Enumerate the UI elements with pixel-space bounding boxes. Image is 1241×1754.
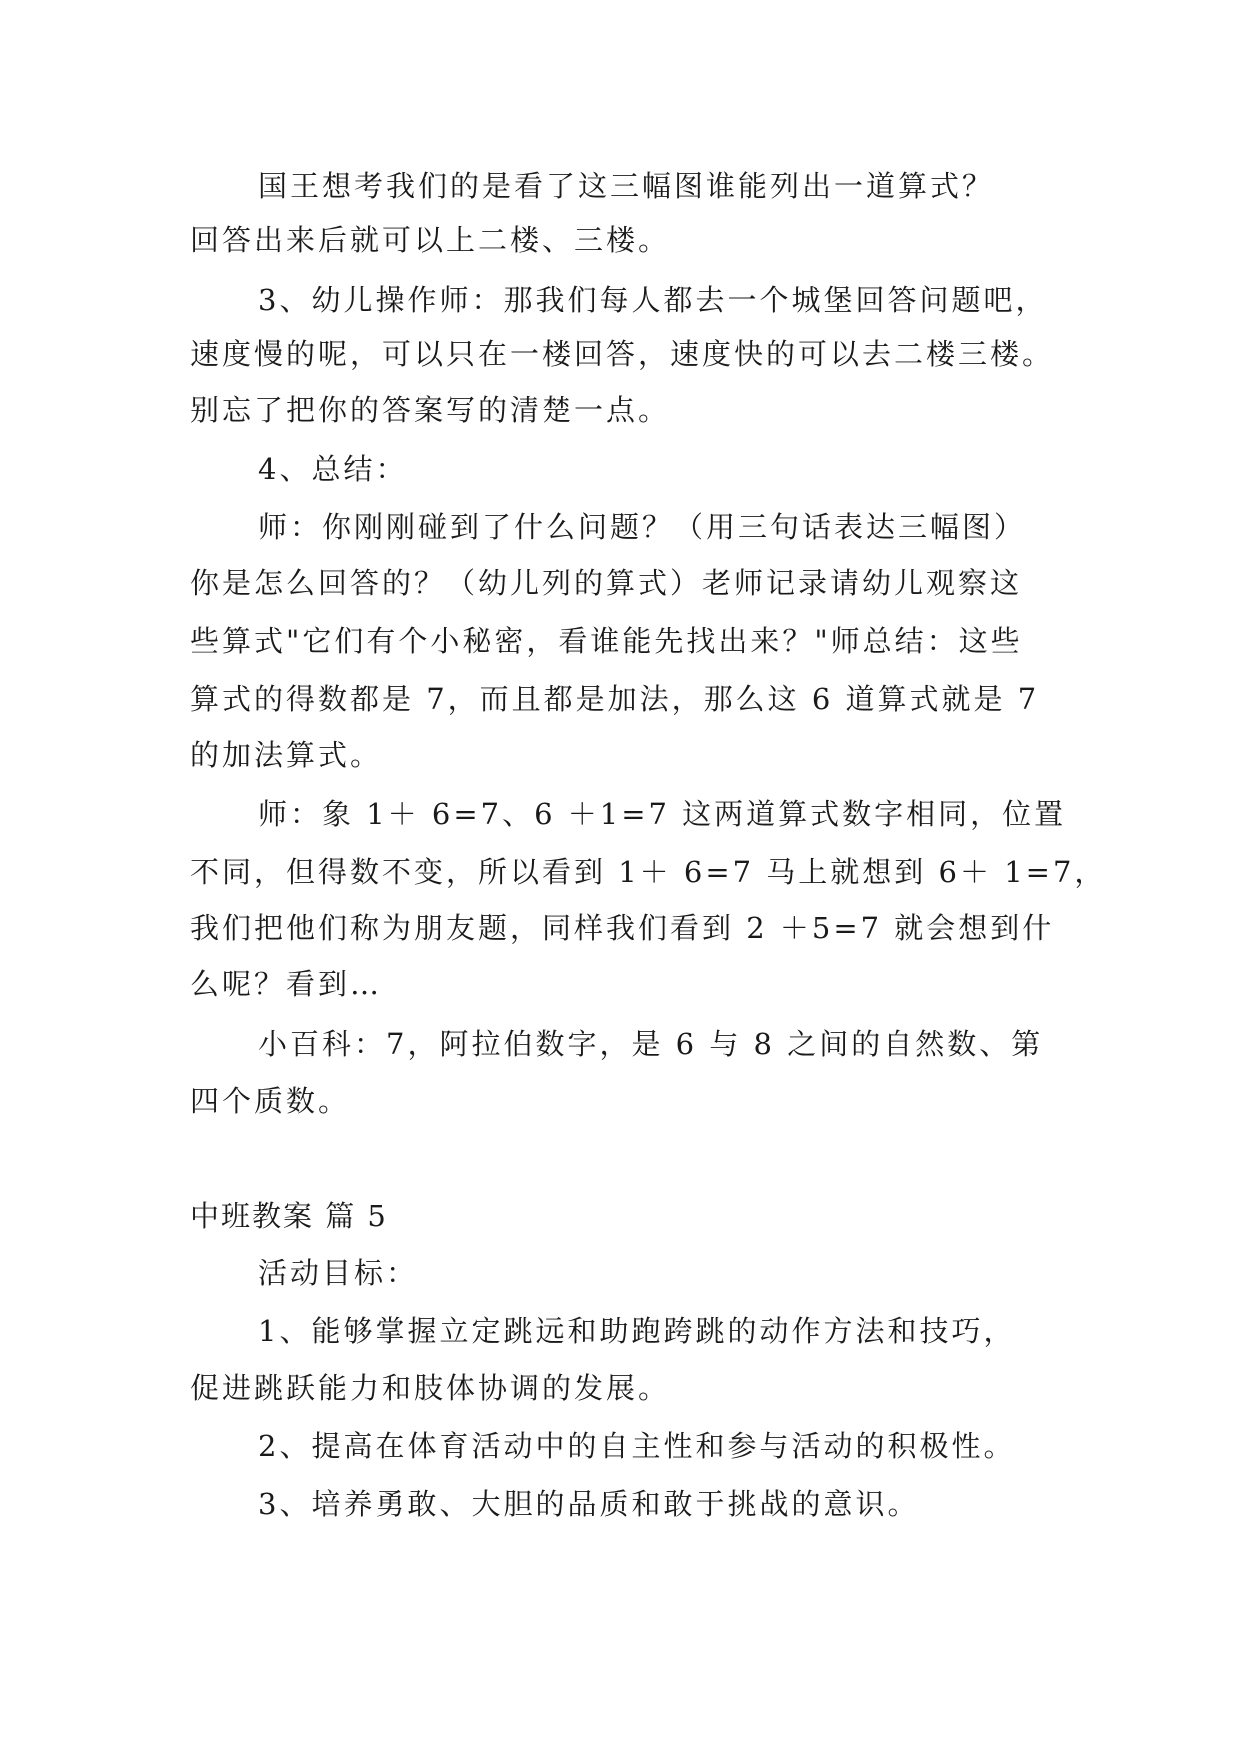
paragraph-line: 4、总结： [258, 452, 408, 486]
paragraph-line: 3、幼儿操作师：那我们每人都去一个城堡回答问题吧， [258, 283, 1048, 317]
paragraph-line: 师：象 1＋ 6=7、6 ＋1=7 这两道算式数字相同，位置 [258, 797, 1067, 831]
section-heading: 中班教案 篇 5 [190, 1199, 388, 1233]
paragraph-line: 促进跳跃能力和肢体协调的发展。 [190, 1371, 671, 1405]
paragraph-line: 速度慢的呢，可以只在一楼回答，速度快的可以去二楼三楼。 [190, 337, 1055, 371]
paragraph-line: 你是怎么回答的？（幼儿列的算式）老师记录请幼儿观察这 [190, 566, 1023, 600]
paragraph-line: 师：你刚刚碰到了什么问题？（用三句话表达三幅图） [258, 510, 1027, 544]
paragraph-line: 3、培养勇敢、大胆的品质和敢于挑战的意识。 [258, 1487, 920, 1521]
paragraph-line: 么呢？看到… [190, 967, 383, 1001]
paragraph-line: 不同，但得数不变，所以看到 1＋ 6=7 马上就想到 6＋ 1=7， [190, 855, 1107, 889]
paragraph-line: 别忘了把你的答案写的清楚一点。 [190, 393, 671, 427]
paragraph-line: 我们把他们称为朋友题，同样我们看到 2 ＋5=7 就会想到什 [190, 911, 1055, 945]
paragraph-line: 小百科：7，阿拉伯数字，是 6 与 8 之间的自然数、第 [258, 1027, 1044, 1061]
paragraph-line: 1、能够掌握立定跳远和助跑跨跳的动作方法和技巧， [258, 1314, 1016, 1348]
paragraph-line: 回答出来后就可以上二楼、三楼。 [190, 223, 671, 257]
paragraph-line: 国王想考我们的是看了这三幅图谁能列出一道算式？ [258, 169, 995, 203]
paragraph-line: 算式的得数都是 7，而且都是加法，那么这 6 道算式就是 7 [190, 682, 1040, 716]
paragraph-line: 2、提高在体育活动中的自主性和参与活动的积极性。 [258, 1429, 1016, 1463]
paragraph-line: 的加法算式。 [190, 738, 383, 772]
paragraph-line: 些算式"它们有个小秘密，看谁能先找出来？"师总结：这些 [190, 624, 1023, 658]
paragraph-line: 活动目标： [258, 1256, 419, 1290]
paragraph-line: 四个质数。 [190, 1084, 351, 1118]
